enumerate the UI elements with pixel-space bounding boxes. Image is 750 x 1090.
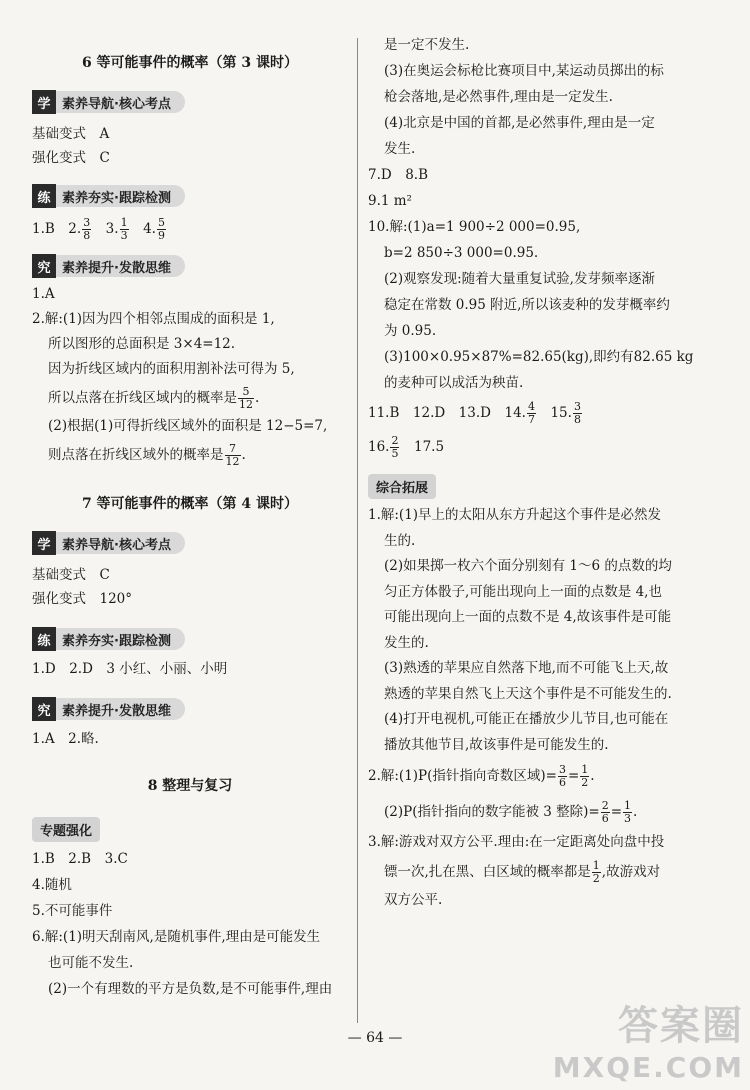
fraction: $\frac{3}{6}$: [558, 763, 566, 789]
section-title: 8 整理与复习: [147, 778, 233, 794]
section-title: 7 等可能事件的概率（第 4 课时）: [81, 496, 299, 512]
fraction: $\frac{2}{5}$: [391, 434, 399, 460]
answer-line: (3)在奥运会标枪比赛项目中,某运动员掷出的标: [384, 63, 664, 79]
answer-line: (2)如果掷一枚六个面分别刻有 1～6 的点数的均: [384, 558, 672, 574]
badge-label: 素养导航·核心考点: [56, 91, 185, 113]
answer-line: (2)一个有理数的平方是负数,是不可能事件,理由: [48, 981, 333, 997]
badge-tag: 究: [32, 697, 56, 721]
section-pill: 专题强化: [32, 817, 100, 842]
answer-line: 匀正方体骰子,可能出现向上一面的点数是 4,也: [384, 583, 662, 600]
answer-line: 5.不可能事件: [32, 903, 113, 919]
section-badge: [32, 627, 348, 651]
fraction: $\frac{1}{2}$: [592, 858, 600, 885]
section-badge: [32, 184, 348, 208]
answer-line: 1.解:(1)早上的太阳从东方升起这个事件是必然发: [368, 507, 662, 523]
fraction: $\frac{5}{9}$: [157, 216, 165, 242]
answer-line: 1.A 2.略.: [32, 731, 99, 747]
answer-line: 熟透的苹果自然飞上天这个事件是不可能发生的.: [384, 685, 672, 702]
badge-tag: 学: [32, 531, 56, 555]
answer-line: b=2 850÷3 000=0.95.: [384, 245, 539, 261]
answer-line: 则点落在折线区域外的概率是 $\frac{7}{12}$ .: [48, 442, 246, 468]
answer-line: 2.解:(1)因为四个相邻点围成的面积是 1,: [32, 311, 275, 327]
badge-label: 素养夯实·跟踪检测: [56, 628, 185, 650]
answer-line: 生的.: [384, 532, 416, 549]
answer-line: (2)P(指针指向的数字能被 3 整除)= $\frac{2}{6}$ = $\frac{1}{3}$ .: [384, 799, 638, 825]
answer-line: 3.解:游戏对双方公平.理由:在一定距离处向盘中投: [368, 834, 665, 850]
badge-label: 素养夯实·跟踪检测: [56, 185, 185, 207]
answer-line: 发生.: [384, 141, 416, 157]
answer-line: (4)打开电视机,可能正在播放少儿节目,也可能在: [384, 711, 669, 727]
answer-line: (2)根据(1)可得折线区域外的面积是 12−5=7,: [48, 418, 328, 434]
answer-line: 16. $\frac{2}{5}$ 17.5: [368, 434, 445, 460]
badge-label: 素养提升·发散思维: [56, 255, 185, 277]
answer-line: 4.随机: [32, 877, 72, 893]
answer-line: 1.D 2.D 3 小红、小丽、小明: [32, 661, 228, 677]
fraction: $\frac{5}{12}$: [239, 385, 253, 411]
answer-line: (4)北京是中国的首都,是必然事件,理由是一定: [384, 115, 655, 131]
fraction: $\frac{7}{12}$: [225, 442, 240, 468]
answer-line: 所以图形的总面积是 3×4=12.: [48, 336, 236, 352]
answer-line: 双方公平.: [384, 891, 443, 908]
badge-label: 素养提升·发散思维: [56, 698, 185, 720]
answer-line: (3)100×0.95×87%=82.65(kg),即约有82.65 kg: [384, 349, 694, 365]
fraction: $\frac{2}{6}$: [601, 799, 609, 825]
badge-tag: 练: [32, 627, 56, 651]
answer-line: 基础变式 C: [32, 567, 110, 583]
answer-line: 镖一次,扎在黑、白区域的概率都是 $\frac{1}{2}$ ,故游戏对: [384, 858, 661, 885]
badge-tag: 究: [32, 254, 56, 278]
section-badge: [32, 531, 348, 555]
answer-line: 稳定在常数 0.95 附近,所以该麦种的发芽概率约: [384, 297, 670, 313]
fraction: $\frac{1}{3}$: [120, 216, 128, 242]
badge-label: 素养导航·核心考点: [56, 532, 185, 554]
answer-line: 播放其他节目,故该事件是可能发生的.: [384, 736, 609, 753]
fraction: $\frac{4}{7}$: [527, 400, 535, 426]
answer-line: 11.B 12.D 13.D 14. $\frac{4}{7}$ 15. $\frac{3}{8}$: [368, 400, 581, 426]
answer-line: 的麦种可以成活为秧苗.: [384, 375, 524, 391]
fraction: $\frac{1}{3}$: [624, 799, 632, 825]
answer-line: 为 0.95.: [384, 323, 437, 339]
fraction: $\frac{3}{8}$: [83, 216, 91, 242]
answer-line: 可能出现向上一面的点数不是 4,故该事件是可能: [384, 609, 672, 625]
answer-line: 6.解:(1)明天刮南风,是随机事件,理由是可能发生: [32, 929, 321, 945]
answer-line: 1.B 2. $\frac{3}{8}$ 3. $\frac{1}{3}$ 4. $\frac{5}{9}$: [32, 216, 165, 242]
badge-tag: 学: [32, 90, 56, 114]
answer-line: 发生的.: [384, 634, 429, 651]
answer-line: 也可能不发生.: [48, 955, 134, 971]
page-number: — 64 —: [347, 1030, 403, 1046]
answer-line: 1.B 2.B 3.C: [32, 851, 128, 867]
fraction: $\frac{1}{2}$: [581, 763, 589, 789]
answer-line: 9.1 m²: [368, 193, 412, 209]
watermark-logo: 答案圈 MXQE.COM: [552, 1003, 744, 1084]
section-pill: 综合拓展: [368, 474, 436, 499]
badge-tag: 练: [32, 184, 56, 208]
answer-line: (2)观察发现:随着大量重复试验,发芽频率逐渐: [384, 271, 655, 287]
answer-line: 因为折线区域内的面积用割补法可得为 5,: [48, 361, 295, 377]
answer-line: 强化变式 120°: [32, 591, 133, 607]
answer-line: 基础变式 A: [32, 126, 110, 142]
answer-line: (3)熟透的苹果应自然落下地,而不可能飞上天,故: [384, 660, 669, 676]
section-title: 6 等可能事件的概率（第 3 课时）: [81, 55, 299, 71]
answer-line: 1.A: [32, 286, 55, 302]
answer-line: 10.解:(1)a=1 900÷2 000=0.95,: [368, 219, 581, 235]
left-column: [32, 30, 348, 1002]
fraction: $\frac{3}{8}$: [573, 400, 581, 426]
answer-line: 枪会落地,是必然事件,理由是一定发生.: [384, 89, 613, 105]
section-badge: [32, 254, 348, 278]
section-badge: [32, 697, 348, 721]
section-badge: [32, 90, 348, 114]
right-column: [368, 32, 720, 913]
answer-line: 所以点落在折线区域内的概率是 $\frac{5}{12}$ .: [48, 385, 260, 411]
answer-line: 7.D 8.B: [368, 167, 429, 183]
answer-line: 是一定不发生.: [384, 37, 470, 53]
column-divider: [357, 38, 358, 1023]
answer-line: 强化变式 C: [32, 150, 110, 166]
answer-line: 2.解:(1)P(指针指向奇数区域)= $\frac{3}{6}$ = $\frac{1}{2}$ .: [368, 763, 595, 789]
